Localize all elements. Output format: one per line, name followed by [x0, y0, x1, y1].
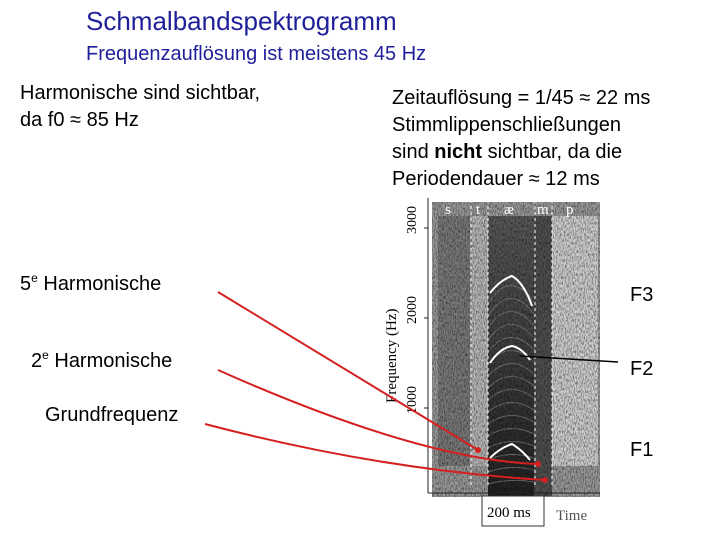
scale-bar-label: 200 ms	[487, 505, 531, 521]
segment-label-s: s	[445, 202, 451, 218]
line3-bold: nicht	[434, 141, 483, 163]
time-resolution-line2: Stimmlippenschließungen	[392, 114, 622, 136]
spectrogram-figure	[380, 188, 710, 533]
segment-label-t: t	[476, 202, 481, 218]
label-2nd-harmonic	[31, 342, 172, 375]
segment-label-p: p	[566, 202, 574, 218]
label-f2: F2	[630, 358, 654, 380]
harm5-superscript: e	[31, 271, 38, 285]
harmonics-note-line1: Harmonische sind sichtbar,	[20, 82, 261, 104]
label-fundamental: Grundfrequenz	[45, 404, 179, 426]
x-axis-label: Time	[556, 508, 588, 524]
segment-label-ae: æ	[504, 202, 515, 218]
y-axis-label: Frequency (Hz)	[384, 308, 400, 403]
slide-subtitle: Frequenzauflösung ist meistens 45 Hz	[86, 43, 427, 65]
slide-title: Schmalbandspektrogramm	[86, 6, 397, 36]
time-resolution-line1: Zeitauflösung = 1/45 ≈ 22 ms	[392, 87, 651, 109]
segment-label-m: m	[537, 202, 549, 218]
y-tick-1000: 1000	[405, 386, 420, 414]
harmonics-note	[20, 80, 260, 134]
harmonics-note-line2: da f0 ≈ 85 Hz	[20, 109, 139, 131]
y-axis	[424, 198, 428, 493]
time-resolution-line4: Periodendauer ≈ 12 ms	[392, 168, 600, 190]
label-f3: F3	[630, 284, 654, 306]
time-resolution-note	[392, 85, 650, 193]
harm2-superscript: e	[42, 348, 49, 362]
label-f1: F1	[630, 439, 654, 461]
harm5-number: 5	[20, 273, 32, 295]
line3-prefix: sind	[392, 141, 435, 163]
time-resolution-line3	[392, 139, 650, 166]
spectrogram-grain	[432, 202, 600, 497]
harm5-text: Harmonische	[37, 273, 162, 295]
harm2-number: 2	[31, 350, 43, 372]
harm2-text: Harmonische	[48, 350, 173, 372]
line3-suffix: sichtbar, da die	[482, 141, 623, 163]
label-5th-harmonic	[20, 265, 161, 298]
y-tick-3000: 3000	[405, 206, 420, 234]
y-tick-2000: 2000	[405, 296, 420, 324]
